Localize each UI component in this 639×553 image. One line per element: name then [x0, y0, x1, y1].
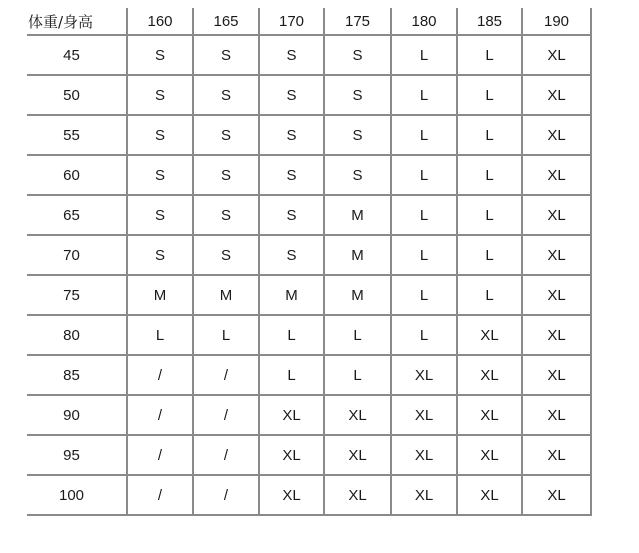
size-cell: XL [391, 395, 457, 435]
size-cell: XL [522, 115, 591, 155]
size-cell: / [127, 355, 193, 395]
weight-cell: 90 [27, 395, 127, 435]
table-row [27, 435, 591, 475]
size-cell: L [457, 35, 522, 75]
size-cell: S [127, 35, 193, 75]
height-header-180: 180 [391, 8, 457, 35]
size-cell: XL [522, 35, 591, 75]
weight-cell: 55 [27, 115, 127, 155]
size-cell: / [127, 475, 193, 515]
size-cell: S [324, 115, 391, 155]
size-cell: S [193, 195, 259, 235]
size-cell: / [127, 395, 193, 435]
height-header-190: 190 [522, 8, 591, 35]
height-header-160: 160 [127, 8, 193, 35]
size-cell: L [391, 195, 457, 235]
table-row [27, 75, 591, 115]
size-cell: XL [457, 475, 522, 515]
size-cell: S [127, 75, 193, 115]
height-header-185: 185 [457, 8, 522, 35]
size-cell: L [324, 315, 391, 355]
size-cell: XL [522, 475, 591, 515]
size-cell: L [457, 75, 522, 115]
table-row [27, 155, 591, 195]
size-chart-table [27, 8, 592, 516]
size-cell: XL [324, 435, 391, 475]
size-cell: XL [522, 355, 591, 395]
size-cell: S [324, 75, 391, 115]
size-chart-header [27, 8, 591, 35]
size-cell: XL [324, 395, 391, 435]
size-cell: XL [522, 315, 591, 355]
size-cell: XL [522, 435, 591, 475]
weight-cell: 75 [27, 275, 127, 315]
size-cell: L [457, 275, 522, 315]
size-cell: S [127, 195, 193, 235]
size-cell: L [391, 75, 457, 115]
size-cell: L [391, 155, 457, 195]
size-cell: XL [391, 475, 457, 515]
size-chart-body [27, 35, 591, 515]
size-cell: XL [522, 275, 591, 315]
size-cell: S [193, 35, 259, 75]
weight-cell: 100 [27, 475, 127, 515]
size-cell: XL [324, 475, 391, 515]
table-row [27, 275, 591, 315]
size-cell: XL [259, 475, 324, 515]
weight-cell: 65 [27, 195, 127, 235]
size-cell: L [391, 35, 457, 75]
size-cell: M [259, 275, 324, 315]
size-cell: S [259, 195, 324, 235]
size-cell: XL [259, 395, 324, 435]
weight-cell: 85 [27, 355, 127, 395]
table-row [27, 35, 591, 75]
size-cell: XL [457, 355, 522, 395]
size-cell: S [259, 235, 324, 275]
size-cell: S [193, 115, 259, 155]
size-cell: S [127, 155, 193, 195]
size-cell: L [127, 315, 193, 355]
size-cell: / [193, 355, 259, 395]
weight-cell: 45 [27, 35, 127, 75]
weight-cell: 80 [27, 315, 127, 355]
size-cell: M [193, 275, 259, 315]
weight-cell: 60 [27, 155, 127, 195]
corner-label: 体重/身高 [27, 8, 127, 35]
size-cell: XL [522, 155, 591, 195]
table-row [27, 355, 591, 395]
height-header-165: 165 [193, 8, 259, 35]
size-cell: S [324, 35, 391, 75]
size-cell: L [193, 315, 259, 355]
size-cell: XL [522, 195, 591, 235]
weight-cell: 95 [27, 435, 127, 475]
size-cell: L [391, 115, 457, 155]
size-cell: XL [259, 435, 324, 475]
size-cell: L [457, 195, 522, 235]
size-cell: / [193, 435, 259, 475]
size-cell: L [457, 115, 522, 155]
table-row [27, 315, 591, 355]
size-cell: S [127, 115, 193, 155]
table-row [27, 195, 591, 235]
size-cell: S [259, 75, 324, 115]
size-cell: S [259, 35, 324, 75]
size-cell: XL [457, 315, 522, 355]
size-cell: L [457, 235, 522, 275]
size-cell: L [391, 275, 457, 315]
table-row [27, 475, 591, 515]
height-header-170: 170 [259, 8, 324, 35]
weight-cell: 50 [27, 75, 127, 115]
size-cell: S [259, 155, 324, 195]
size-cell: XL [391, 355, 457, 395]
size-cell: M [127, 275, 193, 315]
table-row [27, 235, 591, 275]
size-cell: / [127, 435, 193, 475]
size-cell: L [259, 355, 324, 395]
size-cell: L [391, 235, 457, 275]
height-header-175: 175 [324, 8, 391, 35]
size-cell: S [193, 75, 259, 115]
size-cell: M [324, 275, 391, 315]
size-cell: M [324, 235, 391, 275]
size-cell: L [324, 355, 391, 395]
size-cell: XL [522, 75, 591, 115]
size-cell: M [324, 195, 391, 235]
size-cell: L [391, 315, 457, 355]
size-cell: XL [457, 395, 522, 435]
table-row [27, 395, 591, 435]
size-cell: S [193, 155, 259, 195]
size-cell: XL [457, 435, 522, 475]
size-cell: / [193, 395, 259, 435]
size-cell: S [324, 155, 391, 195]
size-cell: S [193, 235, 259, 275]
header-row [27, 8, 591, 35]
size-cell: L [457, 155, 522, 195]
size-cell: S [127, 235, 193, 275]
size-cell: / [193, 475, 259, 515]
weight-cell: 70 [27, 235, 127, 275]
table-row [27, 115, 591, 155]
size-cell: L [259, 315, 324, 355]
size-cell: XL [522, 235, 591, 275]
size-cell: S [259, 115, 324, 155]
size-cell: XL [522, 395, 591, 435]
size-cell: XL [391, 435, 457, 475]
